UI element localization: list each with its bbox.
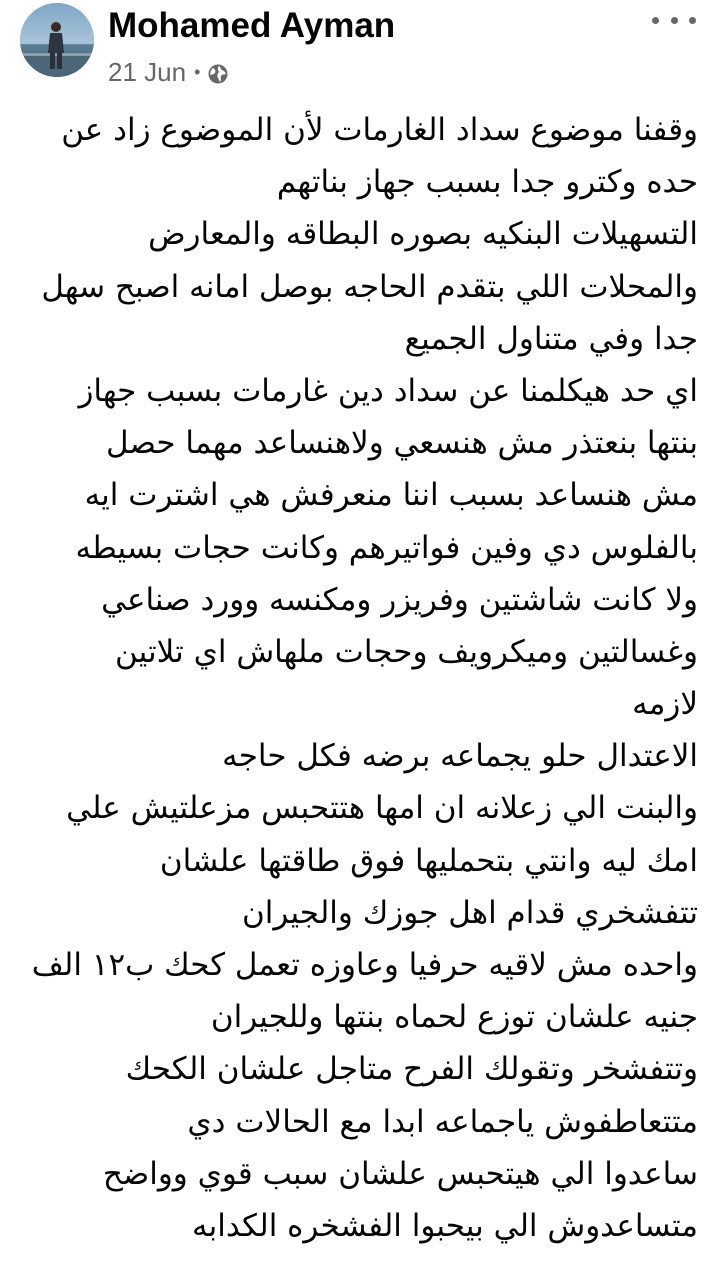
post-text-line: ساعدوا الي هيتحبس علشان سبب قوي وواضح	[102, 1155, 698, 1192]
post-text-line: اي حد هيكلمنا عن سداد دين غارمات بسبب جهاز	[78, 372, 698, 409]
meta-separator: •	[194, 61, 201, 82]
post-header	[0, 0, 720, 96]
post-text-line: والمحلات اللي بتقدم الحاجه بوصل امانه اصبح سهل	[41, 268, 698, 305]
post-text-line: التسهيلات البنكيه بصوره البطاقه والمعارض	[148, 216, 698, 253]
post-text-line: بالفلوس دي وفين فواتيرهم وكانت حجات بسيطه	[75, 529, 698, 566]
post-text-line: واحده مش لاقيه حرفيا وعاوزه تعمل كحك ب١٢ الف	[31, 947, 698, 983]
post-date[interactable]: 21 Jun	[108, 56, 187, 87]
more-options-icon[interactable]	[652, 8, 696, 32]
post-text-line: متساعدوش الي بيحبوا الفشخره الكدابه	[192, 1207, 698, 1244]
author-name[interactable]: Mohamed Ayman	[108, 6, 396, 45]
post-text-line: بنتها بنعتذر مش هنسعي ولاهنساعد مهما حصل	[105, 425, 698, 462]
post-text-line: وقفنا موضوع سداد الغارمات لأن الموضوع زاد عن	[61, 112, 698, 148]
post-text-line: وتتفشخر وتقولك الفرح متاجل علشان الكحك	[125, 1051, 698, 1088]
post-text-line: وغسالتين وميكرويف وحجات ملهاش اي تلاتين	[115, 633, 698, 670]
post-text-line: والبنت الي زعلانه ان امها هتتحبس مزعلتيش علي	[66, 790, 698, 827]
post-text-line: جنيه علشان توزع لحماه بنتها وللجيران	[210, 999, 698, 1036]
post-text-line: ولا كانت شاشتين وفريزر ومكنسه وورد صناعي	[101, 581, 698, 618]
author-avatar[interactable]	[20, 3, 94, 77]
post-text-line: متتعاطفوش ياجماعه ابدا مع الحالات دي	[187, 1103, 698, 1140]
post-text-line: امك ليه وانتي بتحمليها فوق طاقتها علشان	[159, 842, 698, 879]
post-text-line: حده وكترو جدا بسبب جهاز بناتهم	[276, 164, 698, 201]
globe-icon[interactable]	[207, 61, 229, 83]
post-text-line: لازمه	[632, 686, 698, 723]
post-text-line: جدا وفي متناول الجميع	[404, 320, 698, 357]
post-text-line: تتفشخري قدام اهل جوزك والجيران	[241, 894, 698, 931]
post-meta	[108, 54, 229, 90]
post-text-line: الاعتدال حلو يجماعه برضه فكل حاجه	[222, 738, 698, 775]
post-text	[8, 104, 698, 1252]
post-text-line: مش هنساعد بسبب اننا منعرفش هي اشترت ايه	[84, 477, 698, 514]
